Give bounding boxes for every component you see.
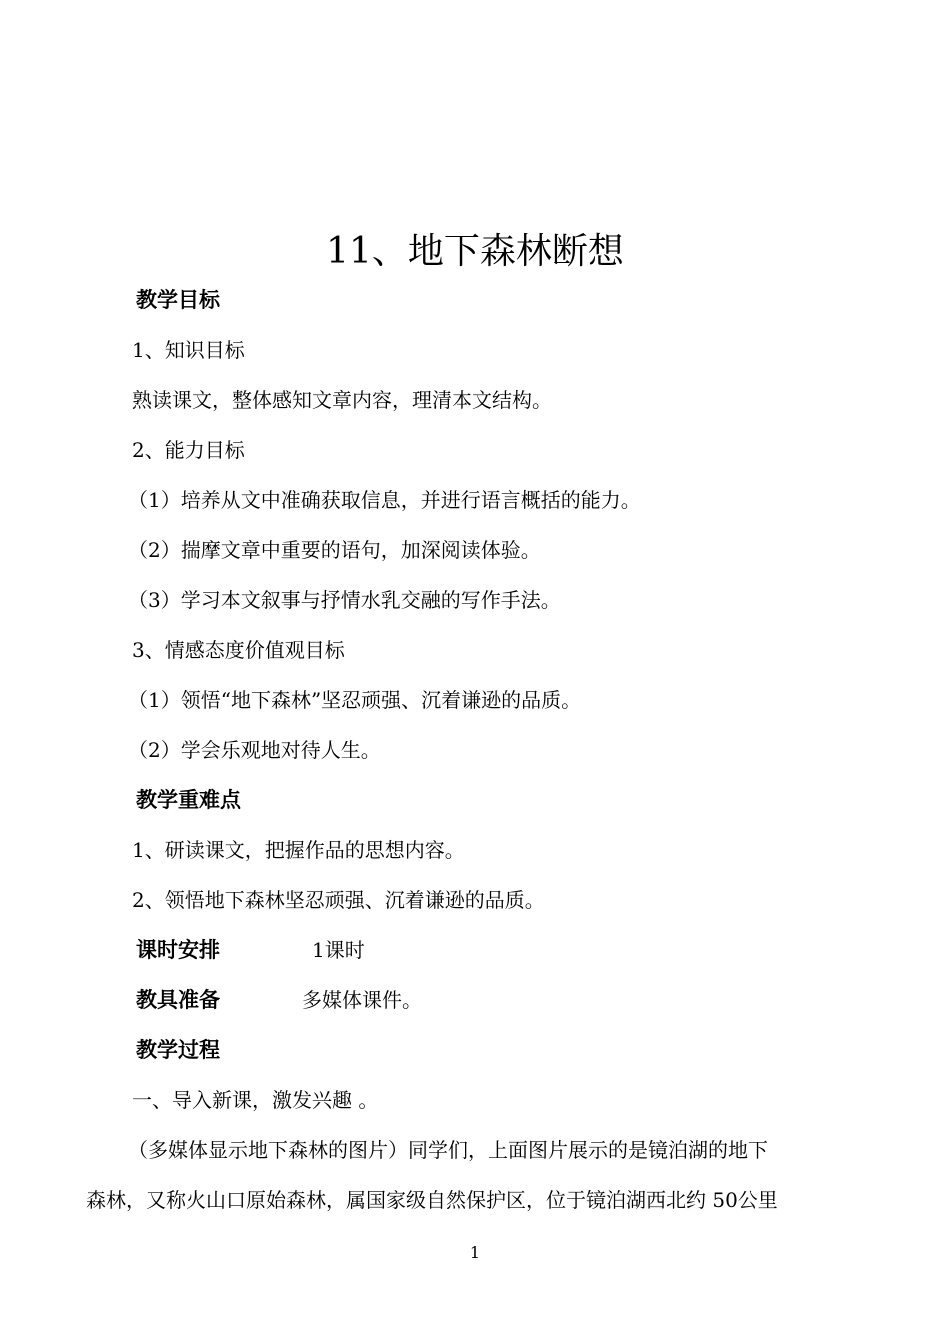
- section-heading-objectives: 教学目标: [136, 288, 220, 312]
- section-heading-process: 教学过程: [136, 1038, 220, 1062]
- process-step-1: 一、导入新课，激发兴趣 。: [132, 1088, 379, 1112]
- key-point-2: 2、领悟地下森林坚忍顽强、沉着谦逊的品质。: [132, 888, 545, 912]
- knowledge-text: 熟读课文，整体感知文章内容，理清本文结构。: [132, 388, 552, 412]
- schedule-label: 课时安排: [136, 938, 220, 962]
- emotion-item-2: （2）学会乐观地对待人生。: [128, 738, 381, 762]
- tools-value: 多媒体课件。: [302, 988, 422, 1012]
- ability-item-2: （2）揣摩文章中重要的语句，加深阅读体验。: [128, 538, 541, 562]
- page-number: 1: [469, 1243, 481, 1262]
- emotion-item-1: （1）领悟“地下森林”坚忍顽强、沉着谦逊的品质。: [128, 688, 582, 712]
- section-heading-key-points: 教学重难点: [136, 788, 241, 812]
- key-point-1: 1、研读课文，把握作品的思想内容。: [132, 838, 465, 862]
- paragraph-line-1: （多媒体显示地下森林的图片）同学们，上面图片展示的是镜泊湖的地下: [128, 1138, 768, 1162]
- ability-item-1: （1）培养从文中准确获取信息，并进行语言概括的能力。: [128, 488, 641, 512]
- tools-label: 教具准备: [136, 988, 220, 1012]
- subheading-ability: 2、能力目标: [132, 438, 245, 462]
- schedule-value: 1课时: [312, 938, 365, 962]
- ability-item-3: （3）学习本文叙事与抒情水乳交融的写作手法。: [128, 588, 561, 612]
- paragraph-line-2: 森林，又称火山口原始森林，属国家级自然保护区，位于镜泊湖西北约 50公里: [86, 1188, 778, 1212]
- subheading-emotion: 3、情感态度价值观目标: [132, 638, 345, 662]
- subheading-knowledge: 1、知识目标: [132, 338, 245, 362]
- document-title: 11、地下森林断想: [326, 231, 624, 272]
